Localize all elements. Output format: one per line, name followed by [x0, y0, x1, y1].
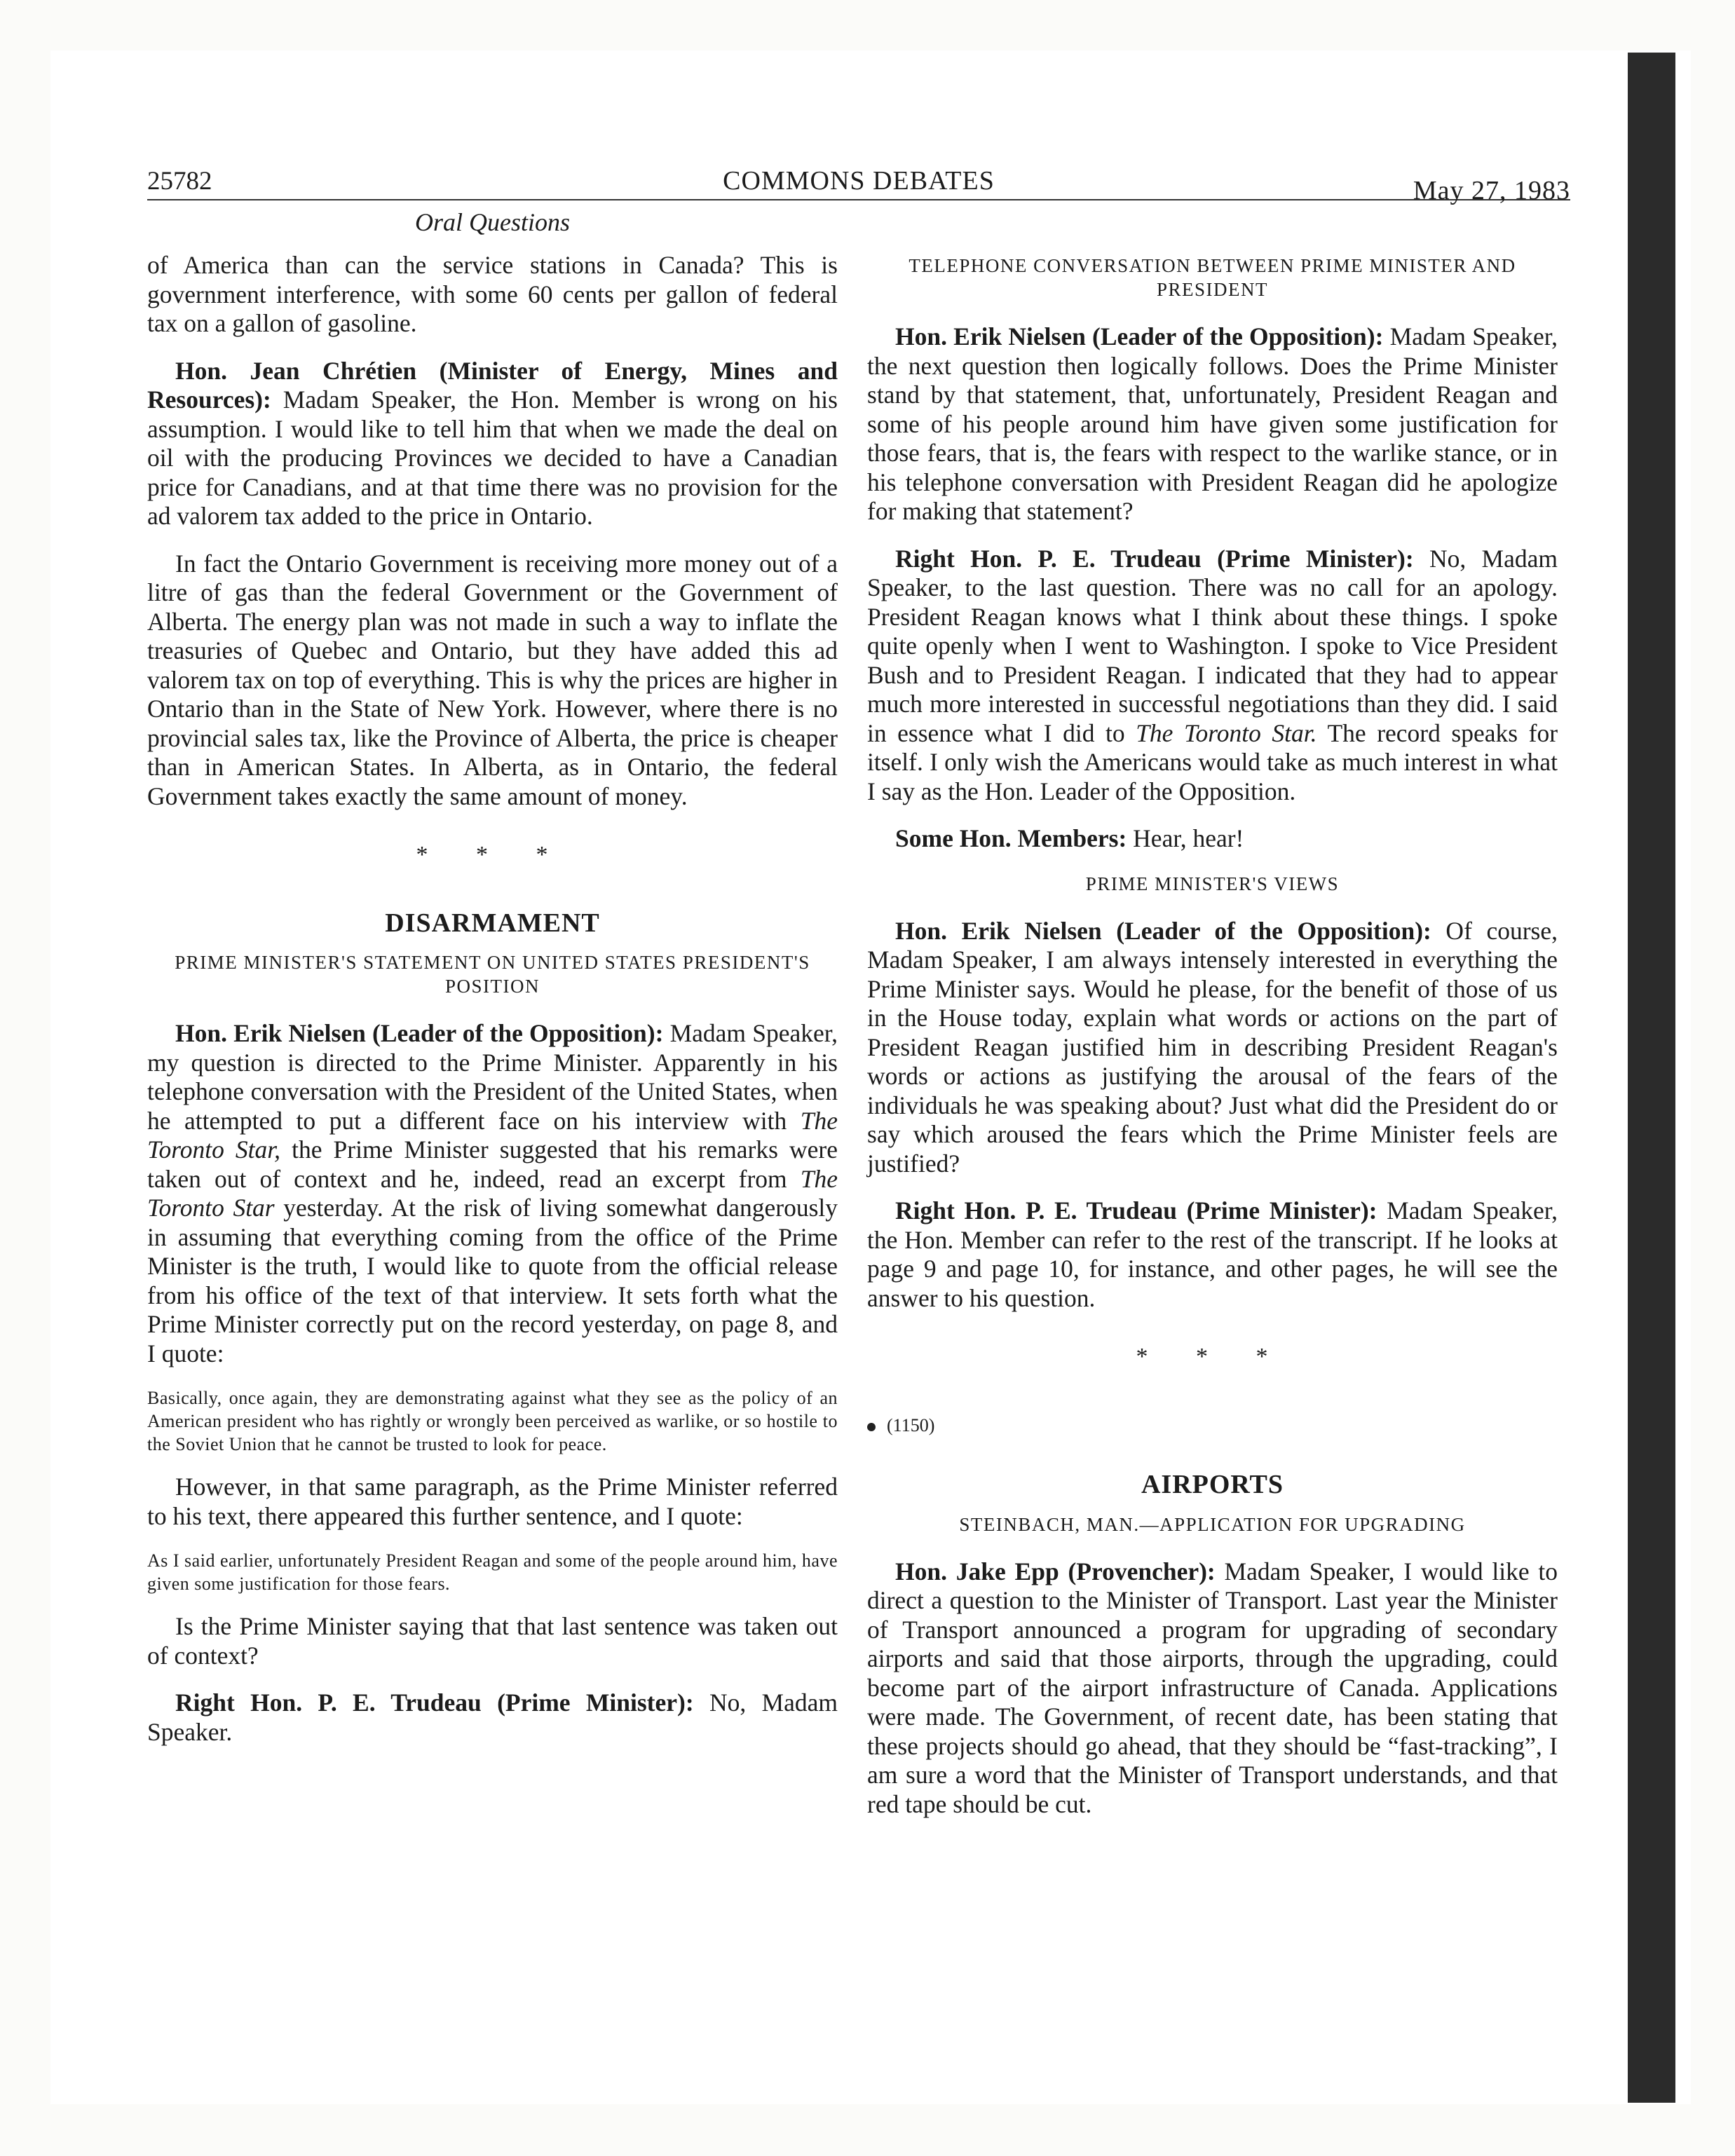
speaker-name: Some Hon. Members: [895, 824, 1127, 852]
section-label: Oral Questions [414, 208, 570, 236]
publication-name: The Toronto Star, [147, 1106, 838, 1164]
paragraph [867, 1196, 1558, 1313]
publication-name: The Toronto Star. [1136, 718, 1317, 747]
paragraph [867, 917, 1558, 1179]
speech-text: No, Madam Speaker, to the last question. There was no call for an apology. President Reagan knows what I think about these things. I spoke quite openly when I went to Washington. I spoke to Vice President Bush and to President Reagan. I indicated that they had to appear much more interested in successful negotiations than they did. I said in essence what I did to [867, 544, 1558, 747]
time-marker-text: (1150) [887, 1414, 935, 1435]
right-column [867, 254, 1558, 1837]
section-subheading: STEINBACH, MAN.—APPLICATION FOR UPGRADING [959, 1513, 1466, 1535]
bullet-icon [867, 1423, 876, 1431]
speech-text: Madam Speaker, the Hon. Member is wrong on his assumption. I would like to tell him that when we made the deal on oil with the producing Provinces we decided to have a Canadian price for Canadians, and at that time there was no provision for the ad valorem tax added to the price in Ontario. [147, 386, 838, 530]
speaker-name: Hon. Jake Epp (Provencher): [895, 1557, 1216, 1585]
paragraph [147, 1688, 838, 1747]
speech-text: yesterday. At the risk of living somewhat dangerously in assuming that everything coming from the office of the Prime Minister is the truth, I would like to quote from the official release from his office of the text of that interview. It sets forth what the Prime Minister correctly put on the record yesterday, on page 8, and I quote: [147, 1194, 838, 1367]
paragraph [147, 357, 838, 531]
speaker-name: Hon. Jean Chrétien (Minister of Energy, Mines and Resources): [147, 356, 838, 414]
publication-name: The Toronto Star [147, 1164, 838, 1222]
speaker-name: Right Hon. P. E. Trudeau (Prime Minister): [175, 1688, 694, 1717]
section-subheading: PRIME MINISTER'S VIEWS [1085, 873, 1340, 894]
section-divider: * * * [416, 842, 569, 868]
speech-text: Of course, Madam Speaker, I am always intensely interested in everything the Prime Minister says. Would he please, for the benefit of those of us in the House today, explain what words or actions on the part of President Reagan justified him in describing President Reagan's words or actions as justifying the arousal of the fears of the individuals he was speaking about? Just what did the President do or say which aroused the fears which the Prime Minister feels are justified? [867, 916, 1558, 1178]
section-divider: * * * [1136, 1344, 1289, 1370]
paragraph [867, 545, 1558, 807]
section-subheading: TELEPHONE CONVERSATION BETWEEN PRIME MINISTER AND PRESIDENT [909, 255, 1516, 300]
speaker-name: Hon. Erik Nielsen (Leader of the Opposition): [895, 322, 1384, 350]
speech-text: No, Madam Speaker. [147, 1688, 838, 1746]
scan-edge-bar [1628, 53, 1675, 2103]
paragraph [147, 1019, 838, 1368]
block-quote: As I said earlier, unfortunately President Reagan and some of the people around him, have given some justification for those fears. [147, 1550, 838, 1594]
publication-title: COMMONS DEBATES [723, 166, 995, 196]
speech-text: The record speaks for itself. I only wish the Americans would take as much interest in what I say as the Hon. Leader of the Opposition. [867, 718, 1558, 805]
paragraph [867, 322, 1558, 526]
block-quote: Basically, once again, they are demonstrating against what they see as the policy of an American president who has rightly or wrongly been perceived as warlike, or so hostile to the Soviet Union that he cannot be trusted to look for peace. [147, 1388, 838, 1454]
section-subheading: PRIME MINISTER'S STATEMENT ON UNITED STATES PRESIDENT'S POSITION [175, 952, 810, 997]
left-column [147, 251, 838, 1765]
paragraph [867, 824, 1558, 854]
publication-date: May 27, 1983 [1413, 176, 1570, 205]
speaker-name: Right Hon. P. E. Trudeau (Prime Minister): [895, 1196, 1377, 1224]
section-heading: AIRPORTS [1141, 1470, 1284, 1499]
paragraph: of America than can the service stations in Canada? This is government interference, with some 60 cents per gallon of federal tax on a gallon of gasoline. [147, 251, 838, 337]
speech-text: Hear, hear! [1127, 824, 1244, 852]
section-heading: DISARMAMENT [385, 908, 600, 938]
paragraph: Is the Prime Minister saying that that last sentence was taken out of context? [147, 1612, 838, 1670]
speech-text: the Prime Minister suggested that his remarks were taken out of context and he, indeed, read an excerpt from [147, 1135, 838, 1193]
paragraph: However, in that same paragraph, as the Prime Minister referred to his text, there appeared this further sentence, and I quote: [147, 1473, 838, 1530]
paragraph: In fact the Ontario Government is receiving more money out of a litre of gas than the federal Government or the Government of Alberta. The energy plan was not made in such a way to inflate the treasuries of Quebec and Ontario, but they have added this ad valorem tax on top of everything. This is why the prices are higher in Ontario than in the State of New York. However, where there is no provincial sales tax, like the Province of Alberta, the price is cheaper than in American States. In Alberta, as in Ontario, the federal Government takes exactly the same amount of money. [147, 549, 838, 810]
speech-text: Madam Speaker, the next question then logically follows. Does the Prime Minister stand by that statement, that, unfortunately, President Reagan and some of his people around him have given some justification for those fears, that is, the fears with respect to the warlike stance, or in his telephone conversation with President Reagan did he apologize for making that statement? [867, 322, 1558, 525]
speech-text: Madam Speaker, I would like to direct a question to the Minister of Transport. Last year the Minister of Transport announced a program for upgrading of secondary airports and said that those airports, through the upgrading, could become part of the airport infrastructure of Canada. Applications were made. The Government, of recent date, has been stating that these projects should go ahead, that they should be “fast-tracking”, I am sure a word that the Minister of Transport understands, and that red tape should be cut. [867, 1557, 1558, 1818]
speech-text: Madam Speaker, my question is directed to the Prime Minister. Apparently in his telephone conversation with the President of the United States, when he attempted to put a different face on his interview with [147, 1019, 838, 1135]
page-number: 25782 [147, 167, 212, 196]
paragraph [867, 1557, 1558, 1820]
time-marker [867, 1411, 1558, 1440]
speaker-name: Right Hon. P. E. Trudeau (Prime Minister): [895, 544, 1414, 573]
speech-text: Madam Speaker, the Hon. Member can refer to the rest of the transcript. If he looks at page 9 and page 10, for instance, and other pages, he will see the answer to his question. [867, 1196, 1558, 1312]
speaker-name: Hon. Erik Nielsen (Leader of the Opposition): [175, 1019, 664, 1047]
speaker-name: Hon. Erik Nielsen (Leader of the Opposition): [895, 916, 1431, 945]
page-header [147, 160, 1570, 205]
